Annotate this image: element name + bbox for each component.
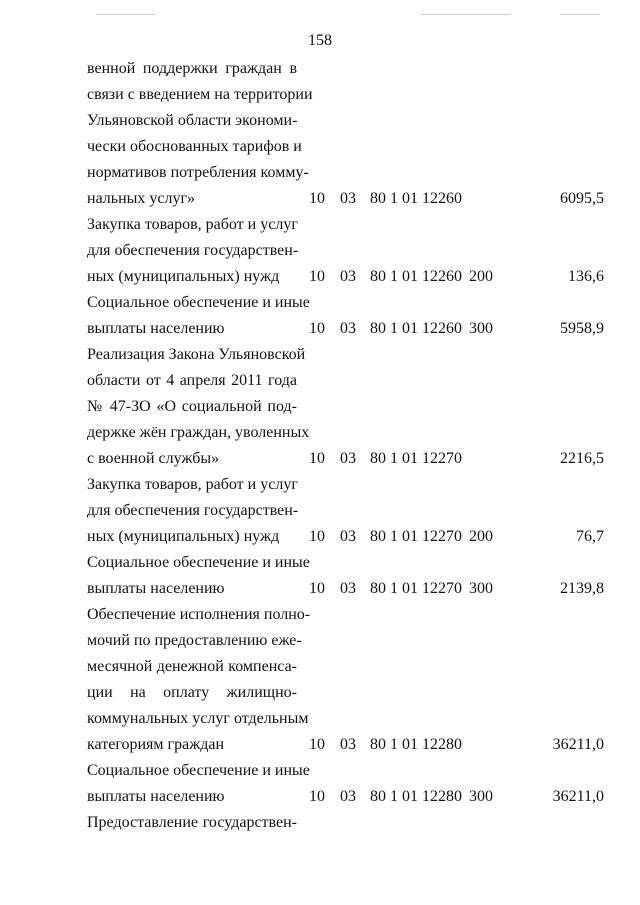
table-row-line (0, 160, 640, 186)
amount-value: 76,7 (576, 528, 604, 545)
table-row (0, 602, 640, 758)
row-description-line: Социальное обеспечение и иные (87, 762, 310, 779)
section-code: 10 (309, 580, 325, 597)
table-row-line (0, 290, 640, 316)
table-row (0, 212, 640, 290)
table-row-line (0, 758, 640, 784)
row-description-line: Социальное обеспечение и иные (87, 554, 310, 571)
row-description-line: № 47-ЗО «О социальной под- (87, 398, 297, 415)
table-row-line (0, 784, 640, 810)
table-row-line (0, 394, 640, 420)
target-article-code: 80 1 01 12270 (370, 580, 462, 597)
table-row (0, 472, 640, 550)
table-row-line (0, 654, 640, 680)
table-row-line (0, 706, 640, 732)
table-row-line (0, 316, 640, 342)
row-description-line: венной поддержки граждан в (87, 60, 297, 77)
budget-table (0, 56, 640, 836)
row-description-line: с военной службы» (87, 450, 220, 467)
table-row-line (0, 498, 640, 524)
subsection-code: 03 (340, 268, 356, 285)
row-description-line: для обеспечения государствен- (87, 242, 299, 259)
scan-artifact (96, 14, 156, 15)
row-description-line: для обеспечения государствен- (87, 502, 299, 519)
table-row-line (0, 576, 640, 602)
section-code: 10 (309, 450, 325, 467)
row-description-line: ных (муниципальных) нужд (87, 528, 280, 545)
table-row-line (0, 524, 640, 550)
table-row (0, 550, 640, 602)
row-description-line: месячной денежной компенса- (87, 658, 297, 675)
scan-artifact (420, 14, 510, 15)
target-article-code: 80 1 01 12260 (370, 268, 462, 285)
section-code: 10 (309, 788, 325, 805)
amount-value: 5958,9 (560, 320, 604, 337)
target-article-code: 80 1 01 12270 (370, 450, 462, 467)
table-row (0, 758, 640, 810)
row-description-line: области от 4 апреля 2011 года (87, 372, 297, 389)
amount-value: 6095,5 (560, 190, 604, 207)
row-description-line: Закупка товаров, работ и услуг (87, 476, 298, 493)
table-row-line (0, 550, 640, 576)
amount-value: 36211,0 (552, 788, 604, 805)
row-description-line: Закупка товаров, работ и услуг (87, 216, 298, 233)
target-article-code: 80 1 01 12260 (370, 320, 462, 337)
row-description-line: чески обоснованных тарифов и (87, 138, 302, 155)
row-description-line: Социальное обеспечение и иные (87, 294, 310, 311)
expense-type-code: 200 (469, 268, 493, 285)
row-description-line: Обеспечение исполнения полно- (87, 606, 311, 623)
subsection-code: 03 (340, 736, 356, 753)
subsection-code: 03 (340, 190, 356, 207)
table-row-line (0, 368, 640, 394)
row-description-line: ных (муниципальных) нужд (87, 268, 280, 285)
table-row (0, 56, 640, 212)
target-article-code: 80 1 01 12280 (370, 736, 462, 753)
section-code: 10 (309, 190, 325, 207)
table-row-line (0, 680, 640, 706)
section-code: 10 (309, 320, 325, 337)
row-description-line: ции на оплату жилищно- (87, 684, 297, 701)
target-article-code: 80 1 01 12280 (370, 788, 462, 805)
page-number: 158 (308, 32, 332, 49)
row-description-line: выплаты населению (87, 580, 225, 597)
table-row-line (0, 238, 640, 264)
row-description-line: связи с введением на территории (87, 86, 313, 103)
row-description-line: коммунальных услуг отдельным (87, 710, 309, 727)
amount-value: 136,6 (568, 268, 604, 285)
row-description-line: мочий по предоставлению еже- (87, 632, 302, 649)
subsection-code: 03 (340, 580, 356, 597)
table-row-line (0, 732, 640, 758)
target-article-code: 80 1 01 12260 (370, 190, 462, 207)
target-article-code: 80 1 01 12270 (370, 528, 462, 545)
table-row-line (0, 810, 640, 836)
expense-type-code: 300 (469, 788, 493, 805)
table-row-line (0, 212, 640, 238)
table-row-line (0, 82, 640, 108)
table-row (0, 342, 640, 472)
row-description-line: держке жён граждан, уволенных (87, 424, 310, 441)
table-row-line (0, 186, 640, 212)
row-description-line: Предоставление государствен- (87, 814, 297, 831)
expense-type-code: 300 (469, 580, 493, 597)
row-description-line: выплаты населению (87, 320, 225, 337)
row-description-line: выплаты населению (87, 788, 225, 805)
table-row-line (0, 602, 640, 628)
table-row-line (0, 446, 640, 472)
table-row-line (0, 56, 640, 82)
expense-type-code: 300 (469, 320, 493, 337)
table-row (0, 810, 640, 836)
section-code: 10 (309, 528, 325, 545)
section-code: 10 (309, 268, 325, 285)
table-row (0, 290, 640, 342)
section-code: 10 (309, 736, 325, 753)
expense-type-code: 200 (469, 528, 493, 545)
table-row-line (0, 628, 640, 654)
amount-value: 36211,0 (552, 736, 604, 753)
table-row-line (0, 264, 640, 290)
amount-value: 2139,8 (560, 580, 604, 597)
subsection-code: 03 (340, 320, 356, 337)
table-row-line (0, 108, 640, 134)
table-row-line (0, 134, 640, 160)
subsection-code: 03 (340, 450, 356, 467)
table-row-line (0, 472, 640, 498)
row-description-line: категориям граждан (87, 736, 225, 753)
amount-value: 2216,5 (560, 450, 604, 467)
row-description-line: нальных услуг» (87, 190, 196, 207)
table-row-line (0, 342, 640, 368)
table-row-line (0, 420, 640, 446)
scan-artifact (560, 14, 600, 15)
row-description-line: Ульяновской области экономи- (87, 112, 298, 129)
row-description-line: Реализация Закона Ульяновской (87, 346, 306, 363)
subsection-code: 03 (340, 528, 356, 545)
subsection-code: 03 (340, 788, 356, 805)
row-description-line: нормативов потребления комму- (87, 164, 309, 181)
